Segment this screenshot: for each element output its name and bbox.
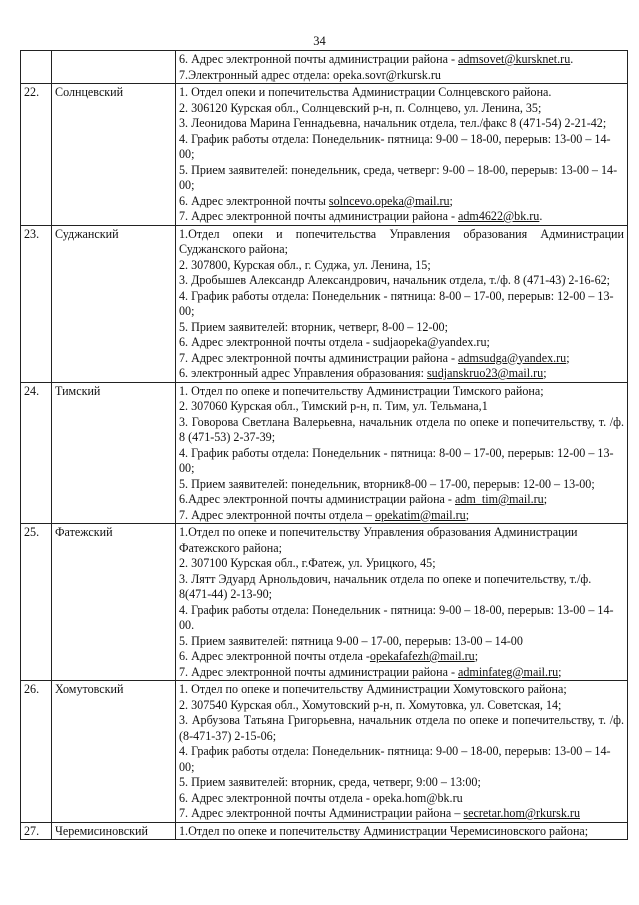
info-line [179, 163, 624, 194]
email-link[interactable]: adm4622@bk.ru [458, 209, 540, 223]
info-text: 5. Прием заявителей: пятница 9-00 – 17-00, перерыв: 13-00 – 14-00 [179, 633, 523, 648]
district-name-cell [52, 51, 176, 84]
info-line [179, 194, 624, 210]
info-line [179, 132, 624, 163]
table-row [21, 225, 628, 382]
contact-info-cell [176, 51, 628, 84]
info-line [179, 384, 624, 400]
info-text: 3. Говорова Светлана Валерьевна, начальник отдела по опеке и попечительству, т. /ф. 8 (471-53) 2-37-39; [179, 414, 624, 444]
info-text: 7. Адрес электронной почты администрации района - [179, 350, 459, 365]
email-link[interactable]: secretar.hom@rkursk.ru [463, 806, 580, 820]
info-line [179, 415, 624, 446]
info-text: 1. Отдел по опеке и попечительству Администрации Тимского района; [179, 383, 544, 398]
info-text: 2. 307800, Курская обл., г. Суджа, ул. Ленина, 15; [179, 257, 431, 272]
info-line [179, 525, 624, 556]
row-number-cell [21, 51, 52, 84]
info-text: 5. Прием заявителей: понедельник, вторник8-00 – 17-00, перерыв: 12-00 – 13-00; [179, 476, 595, 491]
info-line [179, 791, 624, 807]
district-name-cell: Черемисиновский [52, 822, 176, 840]
info-line [179, 446, 624, 477]
email-link[interactable]: admsovet@kursknet.ru [458, 52, 571, 66]
email-link[interactable]: opekatim@mail.ru [374, 507, 466, 522]
info-line [179, 320, 624, 336]
info-line [179, 713, 624, 744]
info-line [179, 335, 624, 351]
info-line [179, 209, 624, 225]
info-text: 1.Отдел по опеке и попечительству Администрации Черемисиновского района; [179, 823, 589, 838]
contact-info-cell [176, 524, 628, 681]
info-text: 6. электронный адрес Управления образования: [179, 366, 427, 380]
info-suffix: ; [543, 366, 547, 380]
info-line [179, 492, 624, 508]
info-text: 2. 307540 Курская обл., Хомутовский р-н, п. Хомутовка, ул. Советская, 14; [179, 697, 562, 712]
info-suffix: ; [474, 649, 479, 663]
info-suffix: . [539, 209, 543, 223]
row-number-cell: 27. [21, 822, 52, 840]
info-text: 2. 307060 Курская обл., Тимский р-н, п. Тим, ул. Тельмана,1 [179, 399, 488, 413]
info-line [179, 116, 624, 132]
info-line [179, 634, 624, 650]
district-name-cell: Солнцевский [52, 84, 176, 226]
table-row-continuation [21, 51, 628, 84]
info-line [179, 556, 624, 572]
info-text: 6.Адрес электронной почты администрации района - [179, 492, 455, 506]
info-text: 7. Адрес электронной почты отдела – [179, 507, 375, 522]
row-number-cell: 26. [21, 681, 52, 823]
info-line [179, 85, 624, 101]
info-line [179, 366, 624, 382]
district-name-cell: Суджанский [52, 225, 176, 382]
info-text: 6. Адрес электронной почты [179, 193, 329, 208]
info-text: 2. 306120 Курская обл., Солнцевский р-н, п. Солнцево, ул. Ленина, 35; [179, 100, 542, 115]
guardianship-departments-table [20, 50, 628, 840]
row-number-cell: 23. [21, 225, 52, 382]
info-line [179, 477, 624, 493]
table-row [21, 681, 628, 823]
contact-info-cell [176, 382, 628, 524]
row-number-cell: 22. [21, 84, 52, 226]
info-line [179, 824, 624, 840]
contact-info-cell [176, 822, 628, 840]
info-suffix: ; [543, 492, 548, 506]
info-line [179, 572, 624, 603]
info-line [179, 273, 624, 289]
info-text: 4. График работы отдела: Понедельник - пятница: 9-00 – 18-00, перерыв: 13-00 – 14-00. [179, 602, 614, 632]
info-text: 5. Прием заявителей: вторник, среда, четверг, 9:00 – 13:00; [179, 775, 481, 789]
info-line [179, 399, 624, 415]
email-link[interactable]: adminfateg@mail.ru [458, 664, 559, 679]
info-text: 1. Отдел по опеке и попечительству Администрации Хомутовского района; [179, 682, 567, 696]
info-line: 7.Электронный адрес отдела: opeka.sovr@rkursk.ru [179, 67, 441, 82]
info-text: 4. График работы отдела: Понедельник - пятница: 8-00 – 17-00, перерыв: 12-00 – 13-00; [179, 445, 614, 475]
info-text: 5. Прием заявителей: понедельник, среда, четверг: 9-00 – 18-00, перерыв: 13-00 – 14-00; [179, 162, 618, 192]
info-text: 7. Адрес электронной почты администрации района - [179, 209, 459, 223]
info-suffix: ; [566, 350, 570, 365]
info-text: 3. Лятт Эдуард Арнольдович, начальник отдела по опеке и попечительству, т./ф. 8(471-44) 2-13-90; [179, 571, 592, 601]
info-line [179, 744, 624, 775]
info-line [179, 227, 624, 258]
info-line [179, 52, 624, 68]
info-line [179, 649, 624, 665]
info-line [179, 258, 624, 274]
info-text: 3. Арбузова Татьяна Григорьевна, начальник отдела по опеке и попечительству, т. /ф. (8-471-37) 2-15-06; [179, 713, 624, 743]
info-text: 4. График работы отдела: Понедельник- пятница: 9-00 – 18-00, перерыв: 13-00 – 14-00; [179, 744, 611, 774]
contact-info-cell [176, 681, 628, 823]
email-link[interactable]: solncevo.opeka@mail.ru [328, 193, 450, 208]
info-text: 4. График работы отдела: Понедельник - пятница: 8-00 – 17-00, перерыв: 12-00 – 13-00; [179, 288, 614, 318]
contact-info-cell [176, 225, 628, 382]
info-text: 6. Адрес электронной почты отдела - sudjaopeka@yandex.ru; [179, 335, 490, 349]
info-text: 3. Леонидова Марина Геннадьевна, начальник отдела, тел./факс 8 (471-54) 2-21-42; [179, 116, 607, 130]
info-text: 1.Отдел опеки и попечительства Управления образования Администрации Суджанского района; [179, 226, 624, 256]
info-line [179, 603, 624, 634]
info-suffix: . [570, 52, 574, 66]
info-suffix: ; [465, 507, 470, 522]
district-name-cell: Фатежский [52, 524, 176, 681]
info-line [179, 351, 624, 367]
info-text: 6. Адрес электронной почты администрации района - [179, 52, 459, 66]
info-text: 3. Дробышев Александр Александрович, начальник отдела, т./ф. 8 (471-43) 2-16-62; [179, 273, 611, 287]
table-row [21, 822, 628, 840]
table-row [21, 524, 628, 681]
info-text: 1. Отдел опеки и попечительства Администрации Солнцевского района. [179, 85, 552, 99]
info-suffix: ; [449, 193, 453, 208]
email-link[interactable]: adm_tim@mail.ru [454, 492, 544, 506]
table-row [21, 84, 628, 226]
district-name-cell: Тимский [52, 382, 176, 524]
info-line [179, 289, 624, 320]
info-line [179, 665, 624, 681]
row-number-cell: 25. [21, 524, 52, 681]
table-body [21, 51, 628, 840]
email-link[interactable]: opekafafezh@mail.ru [369, 649, 475, 663]
info-text: 2. 307100 Курская обл., г.Фатеж, ул. Урицкого, 45; [179, 556, 436, 570]
info-text: 4. График работы отдела: Понедельник- пятница: 9-00 – 18-00, перерыв: 13-00 – 14-00; [179, 131, 611, 161]
contact-info-cell [176, 84, 628, 226]
district-name-cell: Хомутовский [52, 681, 176, 823]
info-line [179, 806, 624, 822]
email-link[interactable]: admsudga@yandex.ru [458, 350, 567, 365]
info-line [179, 682, 624, 698]
email-link[interactable]: sudjanskruo23@mail.ru [426, 366, 544, 380]
info-suffix: ; [558, 664, 562, 679]
info-text: 5. Прием заявителей: вторник, четверг, 8-00 – 12-00; [179, 319, 448, 334]
table-row [21, 382, 628, 524]
info-line [179, 775, 624, 791]
info-text: 7. Адрес электронной почты Администрации района – [179, 806, 464, 820]
page-number: 34 [313, 34, 326, 48]
info-line [179, 508, 624, 524]
info-line [179, 698, 624, 714]
info-line [179, 101, 624, 117]
info-text: 7. Адрес электронной почты администрации района - [179, 664, 459, 679]
row-number-cell: 24. [21, 382, 52, 524]
info-text: 1.Отдел по опеке и попечительству Управления образования Администрации Фатежского района; [179, 525, 578, 555]
info-text: 6. Адрес электронной почты отдела - [179, 649, 370, 663]
info-text: 6. Адрес электронной почты отдела - opeka.hom@bk.ru [179, 790, 463, 805]
